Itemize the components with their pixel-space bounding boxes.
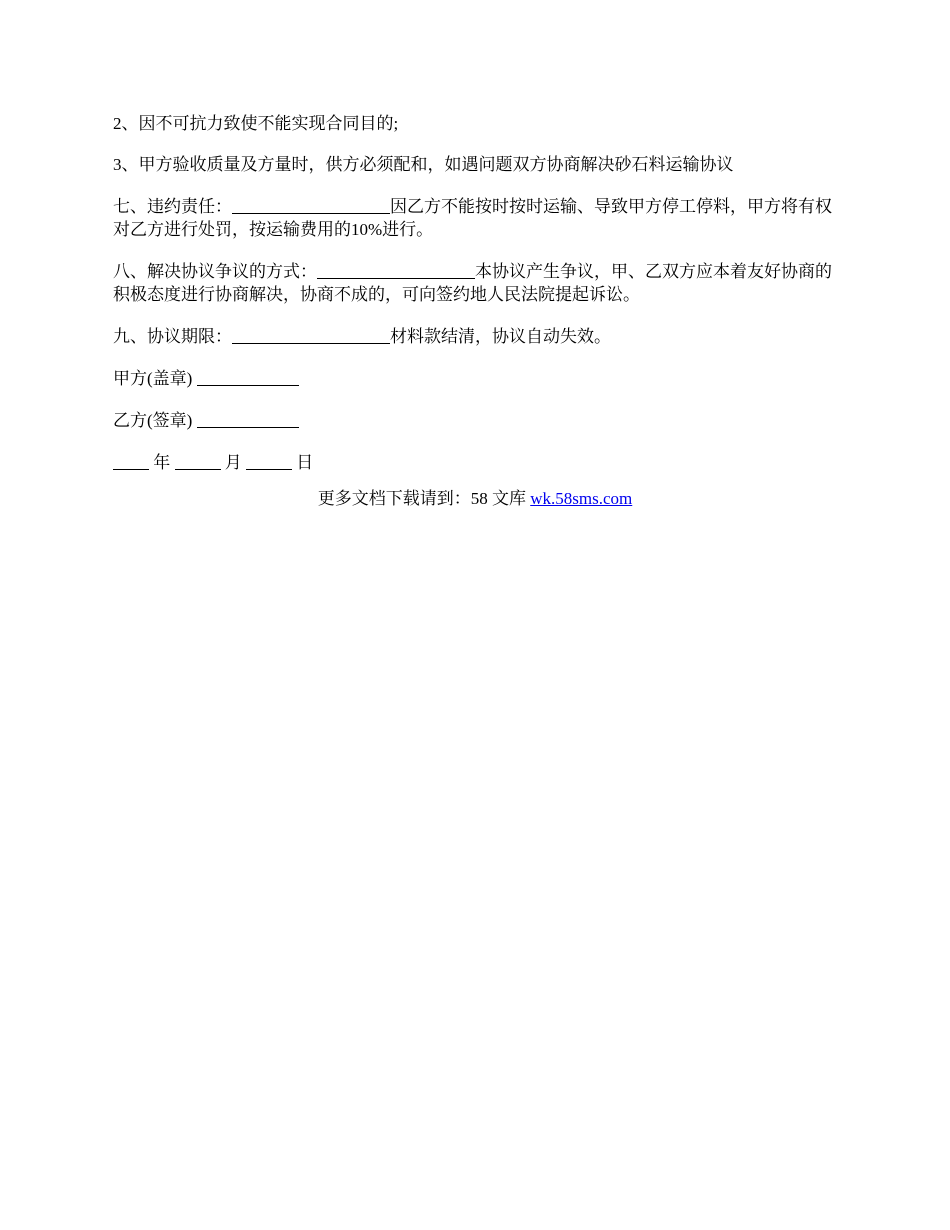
fill-in-blank[interactable] xyxy=(232,196,390,214)
clause-text: 因乙方不能按时按时运输、导致甲方停工停料，甲方将有权对乙方进行处罚，按运输费用的10%进行。 xyxy=(113,197,832,239)
clause-text: 材料款结清，协议自动失效。 xyxy=(390,327,611,346)
clause-text: 本协议产生争议，甲、乙双方应本着友好协商的积极态度进行协商解决，协商不成的，可向签约地人民法院提起诉讼。 xyxy=(113,262,832,304)
clause-label: 八、解决协议争议的方式： xyxy=(113,262,317,281)
footer-link[interactable]: wk.58sms.com xyxy=(530,489,633,508)
signature-blank[interactable] xyxy=(197,368,299,386)
fill-in-blank[interactable] xyxy=(317,261,475,279)
clause-label: 九、协议期限： xyxy=(113,327,232,346)
signature-party-a xyxy=(113,366,835,390)
clause-label: 七、违约责任： xyxy=(113,197,232,216)
clause-text: 2、因不可抗力致使不能实现合同目的; xyxy=(113,114,399,133)
year-blank[interactable] xyxy=(113,452,149,470)
day-blank[interactable] xyxy=(246,452,292,470)
signature-label: 乙方(签章) xyxy=(113,411,193,430)
signature-party-b xyxy=(113,408,835,432)
month-blank[interactable] xyxy=(175,452,221,470)
clause-text: 3、甲方验收质量及方量时，供方必须配和，如遇问题双方协商解决砂石料运输协议 xyxy=(113,155,734,174)
fill-in-blank[interactable] xyxy=(232,326,390,344)
signature-date xyxy=(113,450,835,474)
year-label: 年 xyxy=(153,453,171,472)
month-label: 月 xyxy=(224,453,242,472)
clause-agreement-term xyxy=(113,324,835,348)
clause-dispute-resolution xyxy=(113,259,835,306)
clause-quality-inspection xyxy=(113,153,835,176)
signature-label: 甲方(盖章) xyxy=(113,369,193,388)
footer-text: 更多文档下载请到：58 文库 xyxy=(317,489,531,508)
day-label: 日 xyxy=(296,453,314,472)
download-footer xyxy=(0,487,950,510)
clause-force-majeure xyxy=(113,112,835,135)
document-body xyxy=(113,112,835,492)
clause-breach-liability xyxy=(113,194,835,241)
signature-blank[interactable] xyxy=(197,410,299,428)
